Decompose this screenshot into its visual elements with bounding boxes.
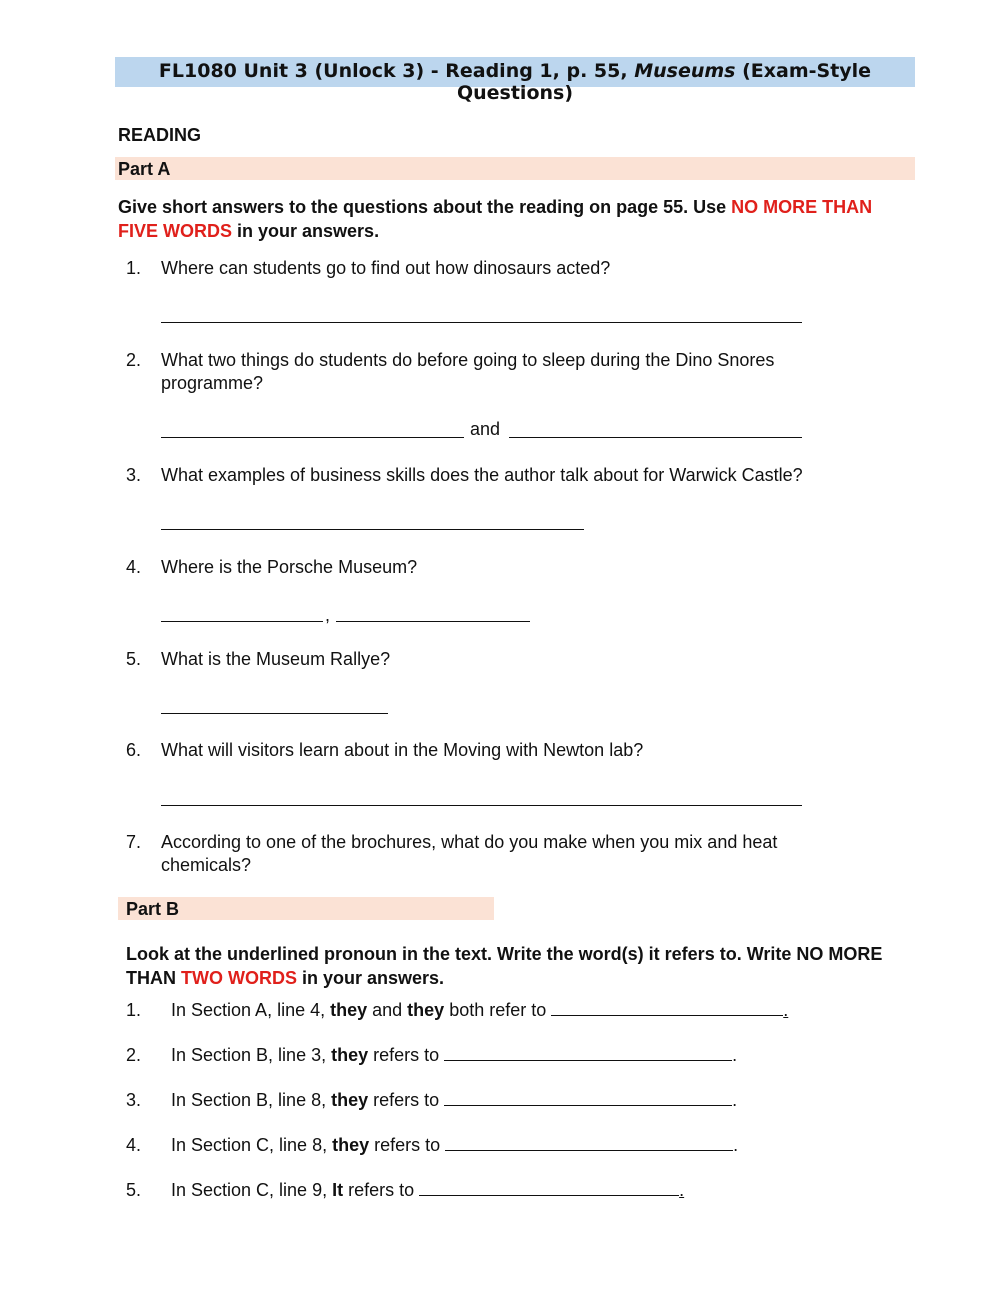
- question-text: Where is the Porsche Museum?: [161, 557, 418, 577]
- question-number: 7.: [126, 832, 142, 852]
- part-a-instructions: Give short answers to the questions about the reading on page 55. Use NO MORE THAN FIVE WORDS in your answers.: [118, 197, 873, 241]
- section-heading: READING: [118, 125, 202, 145]
- item-number: 5.: [126, 1180, 142, 1200]
- question-number: 2.: [126, 350, 142, 370]
- part-b-heading: Part B: [126, 899, 180, 919]
- item-text: In Section B, line 3, they refers to .: [171, 1045, 738, 1065]
- answer-blank[interactable]: [419, 1179, 679, 1196]
- answer-line[interactable]: [509, 437, 802, 438]
- answer-blank[interactable]: [551, 999, 783, 1016]
- answer-line[interactable]: [336, 621, 530, 622]
- item-number: 2.: [126, 1045, 142, 1065]
- answer-blank[interactable]: [444, 1044, 732, 1061]
- question-text: Where can students go to find out how dinosaurs acted?: [161, 258, 611, 278]
- question-number: 5.: [126, 649, 142, 669]
- worksheet-title: FL1080 Unit 3 (Unlock 3) - Reading 1, p. 55, Museums (Exam-Style Questions): [158, 60, 872, 104]
- question-number: 3.: [126, 465, 142, 485]
- answer-line[interactable]: [161, 621, 323, 622]
- item-text: In Section C, line 8, they refers to .: [171, 1135, 739, 1155]
- item-number: 4.: [126, 1135, 142, 1155]
- question-text: According to one of the brochures, what do you make when you mix and heat chemicals?: [161, 832, 778, 875]
- answer-line[interactable]: [161, 713, 388, 714]
- item-text: In Section B, line 8, they refers to .: [171, 1090, 738, 1110]
- item-number: 3.: [126, 1090, 142, 1110]
- question-text: What examples of business skills does the author talk about for Warwick Castle?: [161, 465, 803, 485]
- answer-line[interactable]: [161, 529, 584, 530]
- answer-connector: and: [470, 419, 501, 439]
- answer-connector: ,: [325, 605, 331, 625]
- part-a-heading: Part A: [118, 159, 171, 179]
- part-a-bar: [115, 157, 915, 180]
- item-text: In Section C, line 9, It refers to .: [171, 1180, 685, 1200]
- question-number: 6.: [126, 740, 142, 760]
- question-number: 4.: [126, 557, 142, 577]
- item-number: 1.: [126, 1000, 142, 1020]
- question-text: What is the Museum Rallye?: [161, 649, 391, 669]
- question-text: What will visitors learn about in the Moving with Newton lab?: [161, 740, 644, 760]
- answer-line[interactable]: [161, 805, 802, 806]
- answer-line[interactable]: [161, 437, 464, 438]
- item-text: In Section A, line 4, they and they both refer to .: [171, 1000, 789, 1020]
- part-b-instructions: Look at the underlined pronoun in the text. Write the word(s) it refers to. Write NO MORE THAN TWO WORDS in your answers.: [126, 944, 883, 988]
- answer-blank[interactable]: [445, 1134, 733, 1151]
- question-number: 1.: [126, 258, 142, 278]
- question-text: What two things do students do before going to sleep during the Dino Snores programme?: [161, 350, 775, 393]
- answer-blank[interactable]: [444, 1089, 732, 1106]
- answer-line[interactable]: [161, 322, 802, 323]
